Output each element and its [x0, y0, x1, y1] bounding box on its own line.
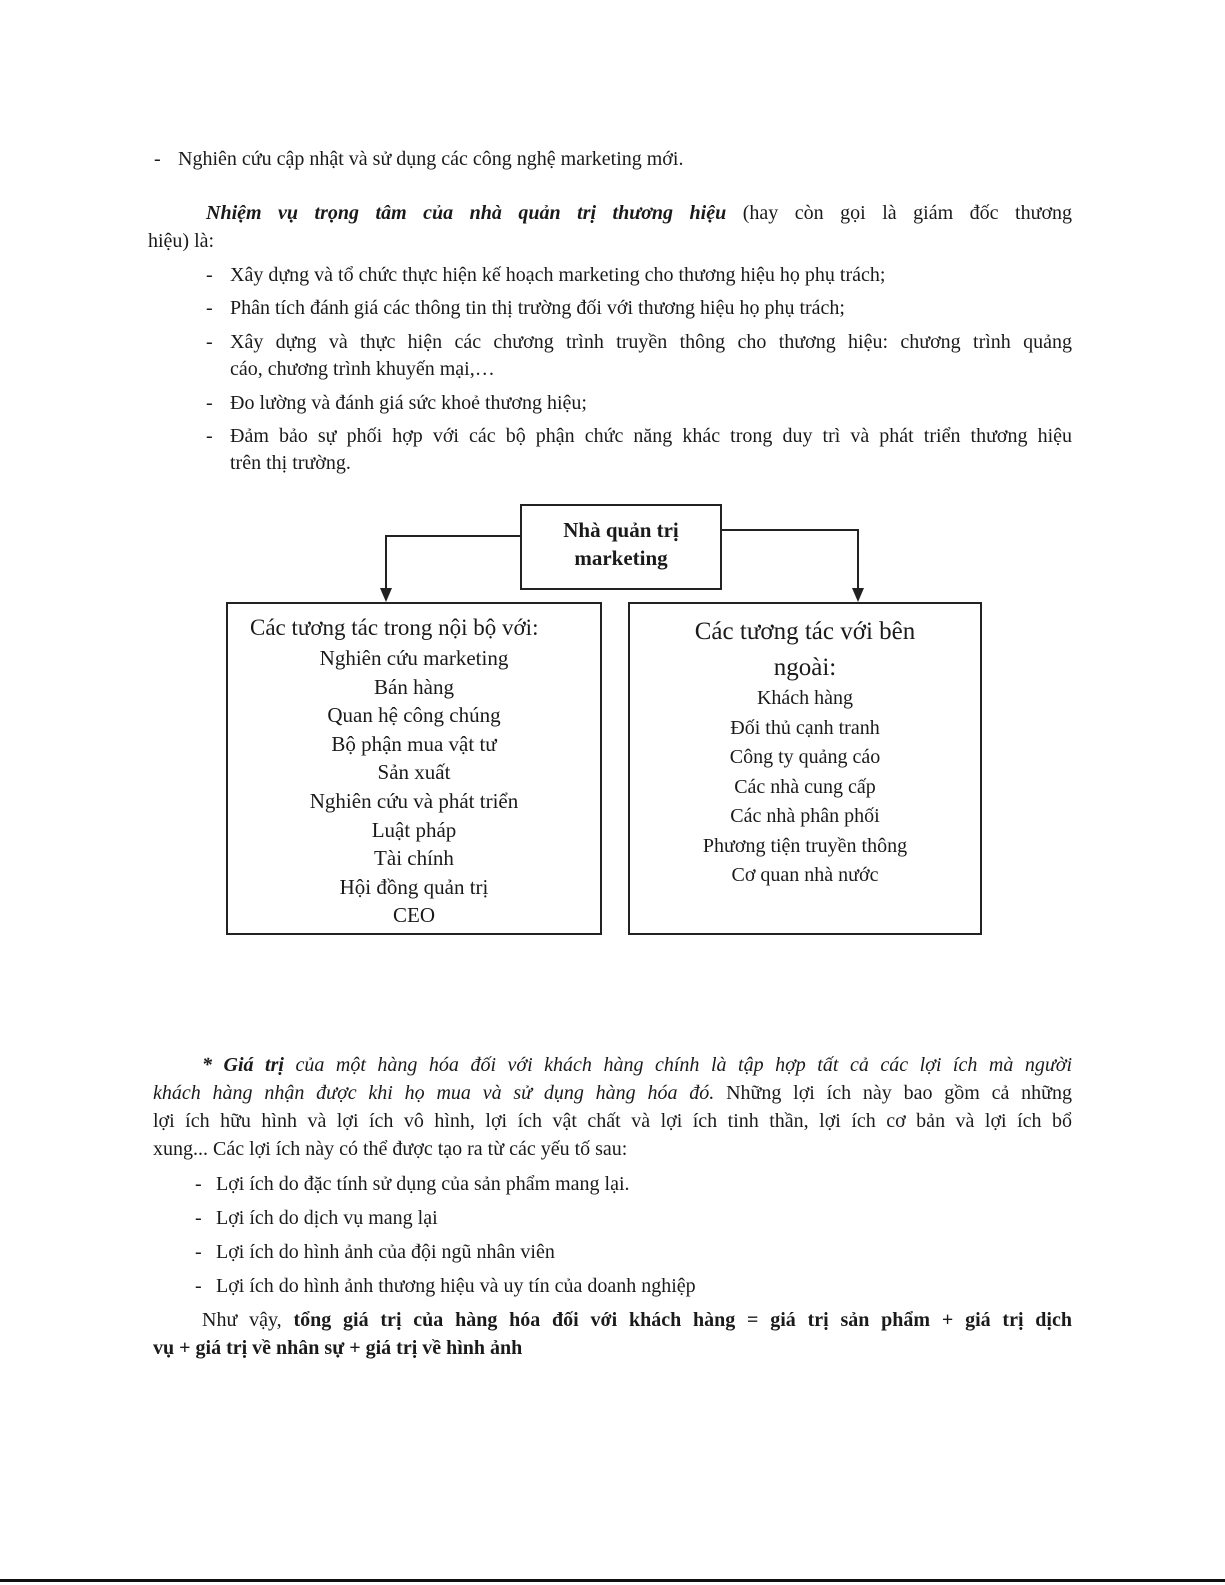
- marketing-manager-box: [520, 504, 722, 590]
- list-item: Nghiên cứu và phát triển: [309, 788, 519, 813]
- list-item: Bán hàng: [374, 674, 454, 699]
- list-item: Bộ phận mua vật tư: [331, 731, 497, 756]
- list-item: Cơ quan nhà nước: [731, 864, 879, 886]
- bullet-dash: -: [195, 1173, 202, 1195]
- bullet-dash: -: [206, 331, 213, 353]
- value-paragraph-line1: [202, 1052, 1072, 1078]
- arrowhead-right: [852, 588, 864, 602]
- task-item: Xây dựng và tổ chức thực hiện kế hoạch marketing cho thương hiệu họ phụ trách;: [230, 264, 886, 286]
- list-item: Quan hệ công chúng: [327, 703, 501, 728]
- bullet-dash: -: [154, 148, 161, 170]
- brand-manager-heading-rest: (hay còn gọi là giám đốc thương: [742, 202, 1073, 224]
- external-heading: [630, 614, 980, 686]
- task-item: Đảm bảo sự phối hợp với các bộ phận chức năng khác trong duy trì và phát triển thương hiệu: [230, 425, 1072, 447]
- value-paragraph-line3: lợi ích hữu hình và lợi ích vô hình, lợi ích vật chất và lợi ích tinh thần, lợi ích cơ bản và lợi ích bổ: [153, 1110, 1072, 1132]
- external-heading-line2: ngoài:: [773, 654, 837, 681]
- external-list: [630, 684, 980, 891]
- bullet-dash: -: [206, 264, 213, 286]
- bullet-dash: -: [206, 392, 213, 414]
- value-benefits-intro: Những lợi ích này bao gồm cả những: [726, 1082, 1073, 1104]
- value-paragraph-line4: xung... Các lợi ích này có thể được tạo ra từ các yếu tố sau:: [153, 1138, 628, 1160]
- bullet-dash: -: [195, 1275, 202, 1297]
- intro-bullet-text: Nghiên cứu cập nhật và sử dụng các công nghệ marketing mới.: [178, 148, 684, 170]
- value-term: Giá trị: [223, 1054, 284, 1076]
- list-item: Đối thủ cạnh tranh: [730, 716, 880, 739]
- list-item: Luật pháp: [371, 817, 457, 842]
- value-definition: của một hàng hóa đối với khách hàng chính là tập hợp tất cả các lợi ích mà người: [295, 1054, 1073, 1076]
- connector-left: [386, 536, 520, 590]
- internal-list: [228, 644, 600, 930]
- task-item-cont: cáo, chương trình khuyến mại,…: [230, 358, 495, 380]
- value-star: *: [202, 1054, 224, 1076]
- task-item: Đo lường và đánh giá sức khoẻ thương hiệu;: [230, 392, 587, 414]
- value-paragraph-line2: [153, 1080, 1072, 1106]
- bullet-dash: -: [195, 1241, 202, 1263]
- task-item-cont: trên thị trường.: [230, 452, 351, 474]
- list-item: Nghiên cứu marketing: [319, 646, 509, 670]
- bullet-dash: -: [195, 1207, 202, 1229]
- external-interactions-box: [628, 602, 982, 935]
- task-item: Phân tích đánh giá các thông tin thị trường đối với thương hiệu họ phụ trách;: [230, 297, 845, 319]
- value-definition-end: khách hàng nhận được khi họ mua và sử dụng hàng hóa đó.: [153, 1082, 715, 1104]
- list-item: Khách hàng: [756, 687, 854, 709]
- page-bottom-rule: [0, 1579, 1225, 1582]
- task-item: Xây dựng và thực hiện các chương trình truyền thông cho thương hiệu: chương trình quảng: [230, 331, 1072, 353]
- summary-prefix: Như vậy,: [202, 1309, 294, 1331]
- internal-interactions-box: [226, 602, 602, 935]
- arrowhead-left: [380, 588, 392, 602]
- list-item: CEO: [393, 903, 435, 928]
- bullet-dash: -: [206, 425, 213, 447]
- list-item: Các nhà cung cấp: [734, 775, 876, 798]
- list-item: Các nhà phân phối: [730, 805, 880, 827]
- brand-manager-heading-cont: hiệu) là:: [148, 230, 215, 252]
- benefit-item: Lợi ích do đặc tính sử dụng của sản phẩm mang lại.: [216, 1173, 630, 1195]
- list-item: Sản xuất: [377, 760, 451, 785]
- list-item: Công ty quảng cáo: [729, 746, 881, 768]
- summary-formula: tổng giá trị của hàng hóa đối với khách hàng = giá trị sản phẩm + giá trị dịch: [293, 1309, 1072, 1331]
- benefit-item: Lợi ích do hình ảnh thương hiệu và uy tín của doanh nghiệp: [216, 1275, 696, 1297]
- list-item: Tài chính: [374, 846, 454, 871]
- list-item: Hội đồng quản trị: [339, 874, 489, 899]
- internal-heading: Các tương tác trong nội bộ với:: [250, 615, 539, 640]
- summary-line1: [202, 1307, 1072, 1333]
- marketing-manager-line2: marketing: [574, 546, 668, 570]
- marketing-manager-line1: Nhà quản trị: [563, 518, 679, 542]
- summary-line2: vụ + giá trị về nhân sự + giá trị về hình ảnh: [153, 1337, 523, 1359]
- bullet-dash: -: [206, 297, 213, 319]
- connector-right: [722, 530, 858, 590]
- brand-manager-heading-bold: Nhiệm vụ trọng tâm của nhà quản trị thương hiệu: [206, 202, 727, 224]
- external-heading-line1: Các tương tác với bên: [694, 618, 916, 645]
- benefit-item: Lợi ích do hình ảnh của đội ngũ nhân viên: [216, 1241, 555, 1263]
- list-item: Phương tiện truyền thông: [702, 834, 908, 857]
- benefit-item: Lợi ích do dịch vụ mang lại: [216, 1207, 438, 1229]
